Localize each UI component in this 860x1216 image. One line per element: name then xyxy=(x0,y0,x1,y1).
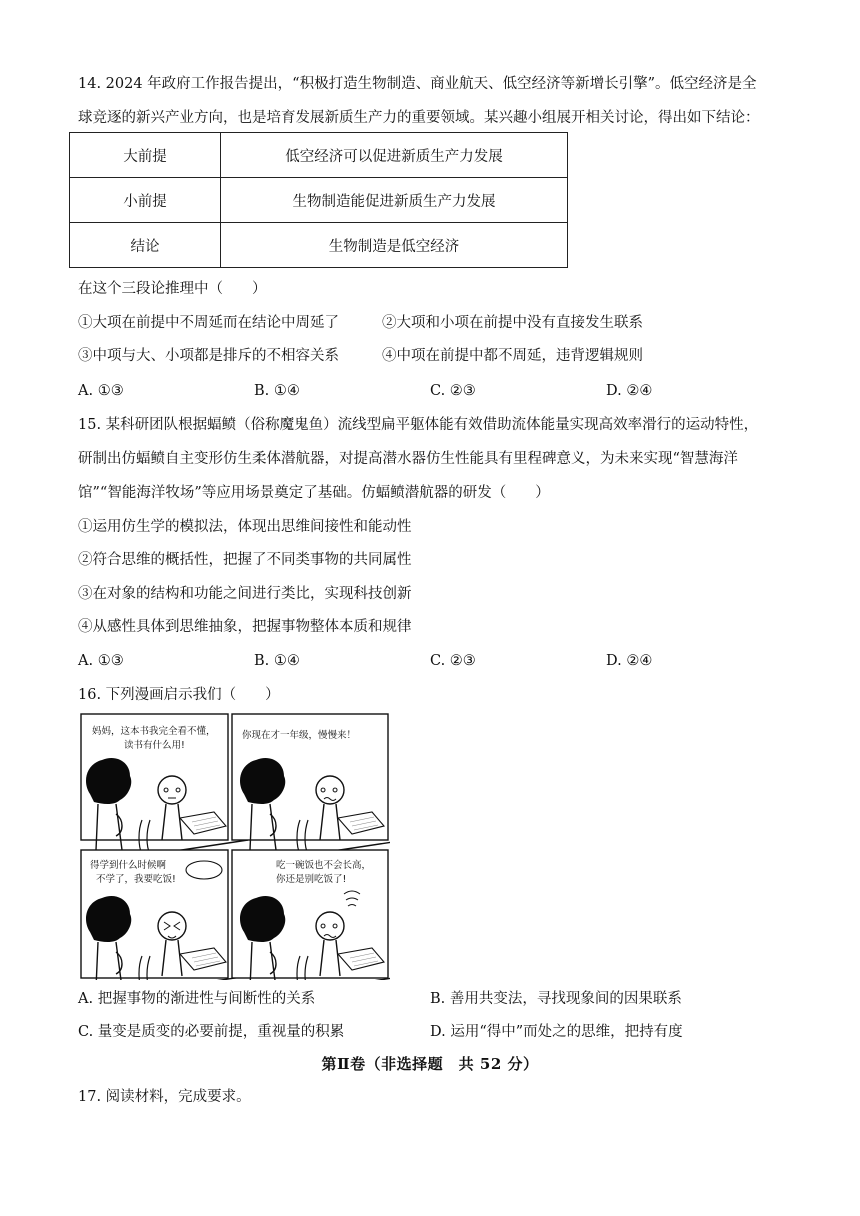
q14-stem-line1: 14. 2024 年政府工作报告提出，“积极打造生物制造、商业航天、低空经济等新增长引擎”。低空经济是全 xyxy=(78,76,757,92)
q15-option-b[interactable]: B. ①④ xyxy=(254,653,300,669)
q15-stem-line3: 馆”“智能海洋牧场”等应用场景奠定了基础。仿蝠鲼潜航器的研发（ ） xyxy=(78,485,550,501)
q15-option-c[interactable]: C. ②③ xyxy=(430,653,476,669)
q14-item-3: ③中项与大、小项都是排斥的不相容关系 xyxy=(78,348,339,364)
q14-option-b[interactable]: B. ①④ xyxy=(254,383,300,399)
comic-panel-2 xyxy=(232,714,390,856)
panel4-speech-line2: 你还是别吃饭了! xyxy=(276,874,347,885)
table-row xyxy=(70,133,568,178)
conclusion-label: 结论 xyxy=(70,223,221,268)
comic-strip xyxy=(80,712,390,980)
q15-stem-line1: 15. 某科研团队根据蝠鲼（俗称魔鬼鱼）流线型扁平躯体能有效借助流体能量实现高效率滑行的运动特性， xyxy=(78,417,759,433)
panel3-speech-line1: 得学到什么时候啊 xyxy=(90,860,167,871)
bowl-icon xyxy=(186,861,222,879)
q14-item-2: ②大项和小项在前提中没有直接发生联系 xyxy=(382,315,643,331)
panel1-speech-line1: 妈妈，这本书我完全看不懂， xyxy=(92,726,216,737)
q15-item-2: ②符合思维的概括性，把握了不同类事物的共同属性 xyxy=(78,552,412,568)
q15-stem-line2: 研制出仿蝠鲼自主变形仿生柔体潜航器，对提高潜水器仿生性能具有里程碑意义，为未来实现“智慧海洋 xyxy=(78,451,738,467)
q15-option-d[interactable]: D. ②④ xyxy=(606,653,653,669)
q14-option-d[interactable]: D. ②④ xyxy=(606,383,653,399)
panel2-speech-line1: 你现在才一年级，慢慢来！ xyxy=(242,730,357,741)
major-premise-label: 大前提 xyxy=(70,133,221,178)
minor-premise-label: 小前提 xyxy=(70,178,221,223)
q14-prompt: 在这个三段论推理中（ ） xyxy=(78,281,267,297)
comic-panel-3 xyxy=(81,850,248,980)
q14-option-c[interactable]: C. ②③ xyxy=(430,383,476,399)
panel3-speech-line2: 不学了，我要吃饭! xyxy=(96,874,176,885)
q14-option-a[interactable]: A. ①③ xyxy=(78,383,124,399)
q15-item-4: ④从感性具体到思维抽象，把握事物整体本质和规律 xyxy=(78,619,412,635)
q15-item-3: ③在对象的结构和功能之间进行类比，实现科技创新 xyxy=(78,586,412,602)
q16-option-c[interactable]: C. 量变是质变的必要前提，重视量的积累 xyxy=(78,1024,345,1040)
conclusion-value: 生物制造是低空经济 xyxy=(221,223,568,268)
table-row xyxy=(70,178,568,223)
q17-stem: 17. 阅读材料，完成要求。 xyxy=(78,1089,251,1105)
q16-option-a[interactable]: A. 把握事物的渐进性与间断性的关系 xyxy=(78,991,316,1007)
panel4-speech-line1: 吃一碗饭也不会长高， xyxy=(276,860,372,871)
section-title: 第Ⅱ卷（非选择题 共 52 分） xyxy=(321,1055,539,1073)
table-row xyxy=(70,223,568,268)
syllogism-table xyxy=(69,132,568,268)
q14-stem-line2: 球竞逐的新兴产业方向，也是培育发展新质生产力的重要领域。某兴趣小组展开相关讨论，得出如下结论： xyxy=(78,110,760,126)
major-premise-value: 低空经济可以促进新质生产力发展 xyxy=(221,133,568,178)
q15-item-1: ①运用仿生学的模拟法，体现出思维间接性和能动性 xyxy=(78,519,412,535)
panel1-speech-line2: 读书有什么用! xyxy=(124,740,185,751)
q16-stem: 16. 下列漫画启示我们（ ） xyxy=(78,687,280,703)
q16-option-b[interactable]: B. 善用共变法，寻找现象间的因果联系 xyxy=(430,991,682,1007)
comic-panel-4 xyxy=(232,850,390,980)
minor-premise-value: 生物制造能促进新质生产力发展 xyxy=(221,178,568,223)
q14-item-1: ①大项在前提中不周延而在结论中周延了 xyxy=(78,315,339,331)
comic-panel-1 xyxy=(81,714,248,856)
q16-option-d[interactable]: D. 运用“得中”而处之的思维，把持有度 xyxy=(430,1024,683,1040)
q15-option-a[interactable]: A. ①③ xyxy=(78,653,124,669)
q14-item-4: ④中项在前提中都不周延，违背逻辑规则 xyxy=(382,348,643,364)
